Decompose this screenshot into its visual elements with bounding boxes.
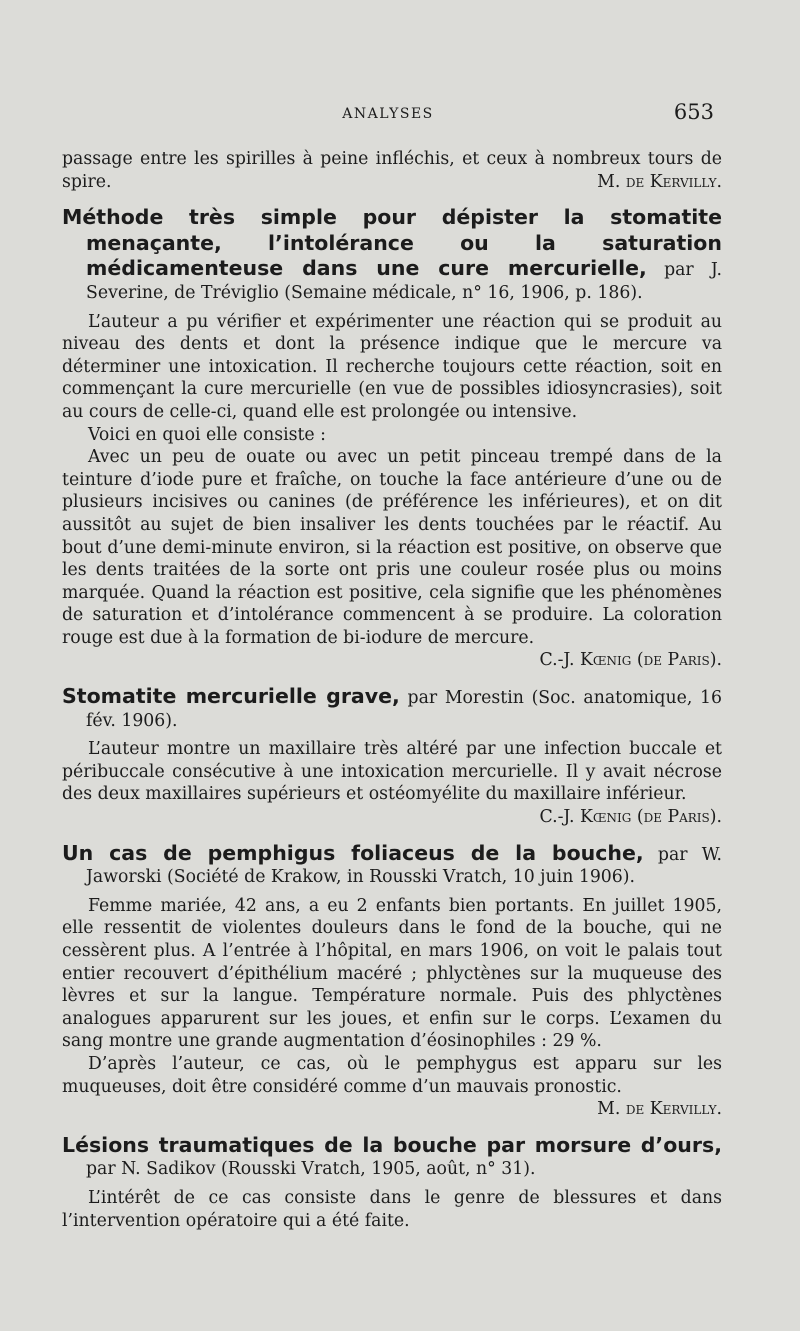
running-title: ANALYSES <box>342 106 434 122</box>
article-2 <box>62 684 722 829</box>
article-1-byline: par J. Severine, de Tréviglio (Semaine médicale, n° 16, 1906, p. 186). <box>86 260 723 303</box>
article-2-title: Stomatite mercurielle grave, <box>62 684 400 709</box>
article-3-signature: M. de Kervilly. <box>597 1099 722 1120</box>
article-1-title: Méthode très simple pour dépister la stomatite menaçante, l’intolérance ou la saturation médicamenteuse dans une cure mercurielle, <box>62 205 722 281</box>
article-3-byline: par W. Jaworski (Société de Krakow, in Rousski Vratch, 10 juin 1906). <box>86 844 722 888</box>
article-1-paragraph: Avec un peu de ouate ou avec un petit pinceau trempé dans de la teinture d’iode pure et fraîche, on touche la face antérieure d’une ou de plusieurs incisives ou canines (de préférence les inférieures), et on dit aussitôt au sujet de bien insaliver les dents touchées par le réactif. Au bout d’une demi-minute environ, si la réaction est positive, on observe que les dents traitées de la sorte ont pris une couleur rosée plus ou moins marquée. Quand la réaction est positive, cela signifie que les phénomènes de saturation et d’intolérance commencent à se produire. La coloration rouge est due à la formation de bi-iodure de mercure. <box>62 447 722 648</box>
page-header <box>62 100 714 130</box>
article-3-paragraph: D’après l’auteur, ce cas, où le pemphygus est apparu sur les muqueuses, doit être considéré comme d’un mauvais pronostic. <box>62 1053 722 1097</box>
continuation-text: passage entre les spirilles à peine infléchis, et ceux à nombreux tours de spire. <box>62 149 722 192</box>
page-number: 653 <box>673 100 714 124</box>
article-4-byline: par N. Sadikov (Rousski Vratch, 1905, août, n° 31). <box>86 1159 536 1180</box>
article-1-paragraph: Voici en quoi elle consiste : <box>88 424 326 445</box>
article-2-byline: par Morestin (Soc. anatomique, 16 fév. 1906). <box>86 688 722 731</box>
article-1-paragraph: L’auteur a pu vérifier et expérimenter une réaction qui se produit au niveau des dents et dont la présence indique que le mercure va déterminer une intoxication. Il recherche toujours cette réaction, soit en commençant la cure mercurielle (en vue de possibles idiosyncrasies), soit au cours de celle-ci, quand elle est prolongée ou intensive. <box>62 311 722 422</box>
continuation-block <box>62 148 722 193</box>
article-3-heading <box>62 841 722 889</box>
article-3 <box>62 841 722 1121</box>
page-body <box>62 148 722 1232</box>
article-2-signature: C.-J. Kœnig (de Paris). <box>539 807 722 828</box>
article-2-paragraph: L’auteur montre un maxillaire très altéré par une infection buccale et péribuccale consécutive à une intoxication mercurielle. Il y avait nécrose des deux maxillaires supérieurs et ostéomyélite du maxillaire inférieur. <box>62 739 722 805</box>
article-1 <box>62 205 722 672</box>
continuation-signature: M. de Kervilly. <box>597 171 722 192</box>
article-4-title: Lésions traumatiques de la bouche par morsure d’ours, <box>62 1132 722 1157</box>
article-4-paragraph: L’intérêt de ce cas consiste dans le genre de blessures et dans l’intervention opératoire qui a été faite. <box>62 1187 722 1231</box>
article-4 <box>62 1133 722 1232</box>
article-3-paragraph: Femme mariée, 42 ans, a eu 2 enfants bien portants. En juillet 1905, elle ressentit de violentes douleurs dans le fond de la bouche, qui ne cessèrent plus. A l’entrée à l’hôpital, en mars 1906, on voit le palais tout entier recouvert d’épithélium macéré ; phlyctènes sur la muqueuse des lèvres et sur la langue. Température normale. Puis des phlyctènes analogues apparurent sur les joues, et enfin sur le corps. L’examen du sang montre une grande augmentation d’éosinophiles : 29 %. <box>62 895 722 1052</box>
article-1-signature: C.-J. Kœnig (de Paris). <box>539 650 722 671</box>
article-4-heading <box>62 1133 722 1181</box>
article-1-heading <box>62 205 722 304</box>
article-2-heading <box>62 684 722 732</box>
article-3-title: Un cas de pemphigus foliaceus de la bouche, <box>62 840 644 865</box>
